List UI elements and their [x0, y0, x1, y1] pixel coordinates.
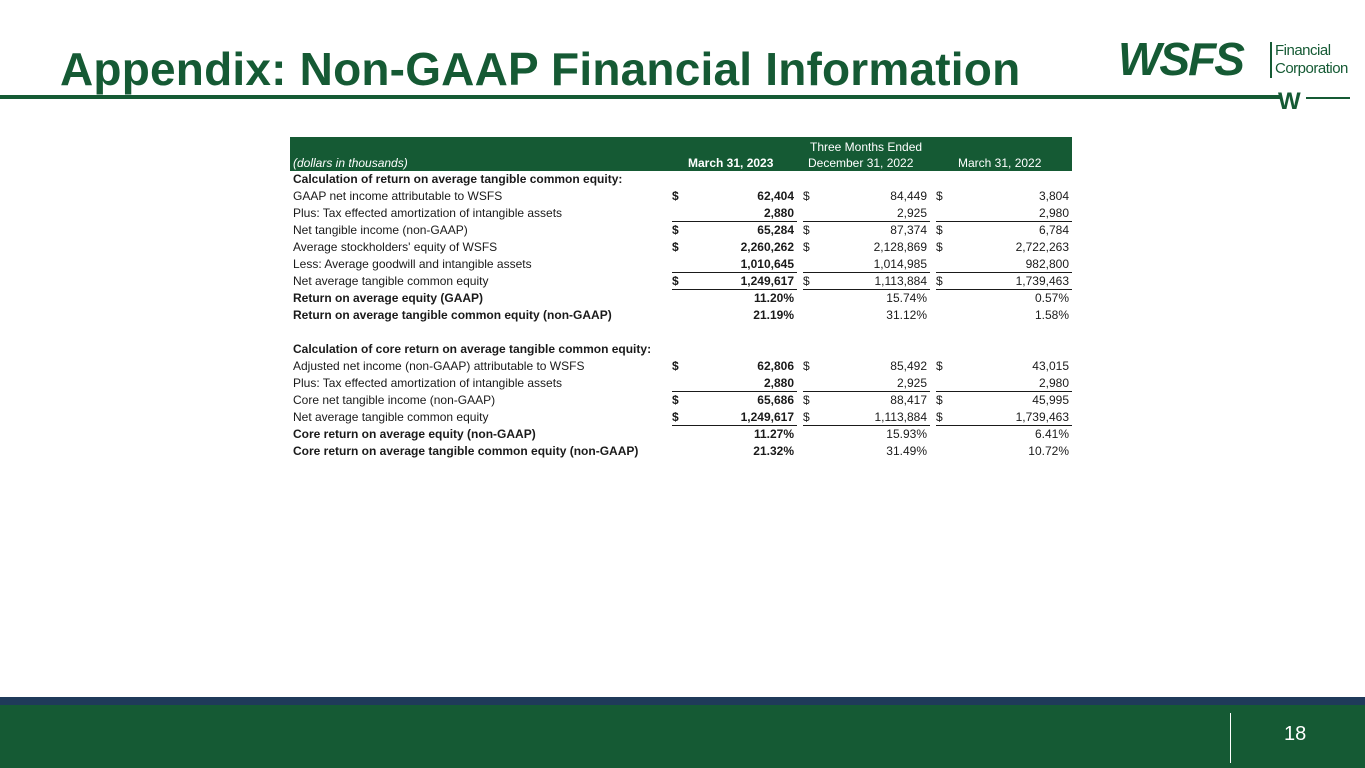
row-value-cell — [672, 205, 797, 222]
row-value: 1,249,617 — [740, 410, 794, 424]
row-value-cell — [803, 392, 930, 408]
table-row — [290, 239, 1072, 256]
row-label: Core return on average tangible common equity (non-GAAP) — [293, 444, 639, 458]
row-value-cell — [672, 273, 797, 290]
row-value-cell — [803, 222, 930, 238]
row-value-cell — [936, 409, 1072, 426]
dollar-sign: $ — [672, 223, 679, 237]
row-value-cell — [936, 290, 1072, 306]
table-row — [290, 273, 1072, 290]
row-value: 982,800 — [1025, 257, 1069, 271]
table-body — [290, 171, 1072, 460]
row-value: 0.57% — [1034, 291, 1069, 305]
dollar-sign: $ — [672, 274, 679, 288]
row-label: Net average tangible common equity — [293, 410, 489, 424]
dollar-sign: $ — [672, 359, 679, 373]
column-header-dec-2022: December 31, 2022 — [808, 156, 914, 170]
row-value-cell — [936, 222, 1072, 238]
row-value-cell — [672, 375, 797, 392]
row-value-cell — [936, 426, 1072, 442]
row-value: 11.27% — [753, 427, 794, 441]
row-value-cell — [936, 239, 1072, 255]
row-value: 2,722,263 — [1015, 240, 1069, 254]
table-row — [290, 426, 1072, 443]
row-label: Plus: Tax effected amortization of intangible assets — [293, 376, 563, 390]
row-value: 43,015 — [1032, 359, 1069, 373]
row-value-cell — [672, 358, 797, 374]
row-value-cell — [672, 307, 797, 323]
row-value: 11.20% — [753, 291, 794, 305]
table-row — [290, 222, 1072, 239]
row-value: 1,014,985 — [873, 257, 927, 271]
row-value-cell — [803, 375, 930, 392]
row-value: 2,925 — [896, 206, 927, 220]
row-value-cell — [803, 256, 930, 273]
table-header — [290, 137, 1072, 171]
row-value-cell — [803, 426, 930, 442]
row-label: Less: Average goodwill and intangible assets — [293, 257, 532, 271]
row-value-cell — [803, 188, 930, 204]
non-gaap-table — [290, 137, 1072, 460]
dollar-sign: $ — [803, 410, 810, 424]
row-value: 2,880 — [763, 376, 794, 390]
row-value: 15.93% — [886, 427, 927, 441]
row-value-cell — [803, 307, 930, 323]
row-value-cell — [803, 409, 930, 426]
row-value: 1,010,645 — [740, 257, 794, 271]
row-value: 62,806 — [757, 359, 794, 373]
title-divider — [0, 95, 1280, 99]
row-value: 1,113,884 — [874, 410, 927, 424]
row-value: 31.49% — [886, 444, 927, 458]
logo-subtitle-line2: Corporation — [1275, 60, 1348, 77]
row-value: 1,739,463 — [1015, 274, 1069, 288]
column-header-mar-2022: March 31, 2022 — [958, 156, 1042, 170]
row-value-cell — [672, 188, 797, 204]
row-value: 2,980 — [1038, 376, 1069, 390]
dollar-sign: $ — [936, 393, 943, 407]
row-value-cell — [803, 443, 930, 459]
row-value-cell — [936, 443, 1072, 459]
row-label: Calculation of return on average tangible common equity: — [293, 172, 623, 186]
row-value: 21.32% — [753, 444, 794, 458]
row-value-cell — [803, 358, 930, 374]
row-value: 6.41% — [1034, 427, 1069, 441]
footer — [0, 705, 1365, 768]
row-value: 2,980 — [1038, 206, 1069, 220]
row-value: 1,739,463 — [1015, 410, 1069, 424]
row-label: Core net tangible income (non-GAAP) — [293, 393, 496, 407]
dollar-sign: $ — [803, 189, 810, 203]
footer-accent-bar — [0, 697, 1365, 705]
dollar-sign: $ — [936, 240, 943, 254]
table-row — [290, 358, 1072, 375]
row-value-cell — [936, 188, 1072, 204]
row-value: 45,995 — [1032, 393, 1069, 407]
dollar-sign: $ — [803, 274, 810, 288]
row-label: Plus: Tax effected amortization of intangible assets — [293, 206, 563, 220]
row-value: 3,804 — [1038, 189, 1069, 203]
dollar-sign: $ — [672, 393, 679, 407]
table-row — [290, 341, 1072, 358]
table-row — [290, 375, 1072, 392]
row-value: 2,260,262 — [740, 240, 794, 254]
row-value-cell — [672, 239, 797, 255]
logo-w-mark: W — [1278, 88, 1301, 115]
dollar-sign: $ — [936, 274, 943, 288]
page-number: 18 — [1284, 723, 1307, 745]
row-value-cell — [936, 358, 1072, 374]
row-label: Average stockholders' equity of WSFS — [293, 240, 498, 254]
row-value-cell — [672, 290, 797, 306]
row-value: 1,113,884 — [874, 274, 927, 288]
row-value: 85,492 — [890, 359, 927, 373]
row-value: 15.74% — [886, 291, 927, 305]
dollar-sign: $ — [803, 393, 810, 407]
row-value-cell — [936, 273, 1072, 290]
row-value-cell — [936, 392, 1072, 408]
row-value-cell — [936, 307, 1072, 323]
row-label: Net average tangible common equity — [293, 274, 489, 288]
table-row — [290, 188, 1072, 205]
column-header-mar-2023: March 31, 2023 — [688, 156, 774, 170]
row-label: Net tangible income (non-GAAP) — [293, 223, 468, 237]
dollar-sign: $ — [803, 223, 810, 237]
row-value: 84,449 — [890, 189, 927, 203]
row-value: 2,925 — [896, 376, 927, 390]
row-value: 62,404 — [757, 189, 794, 203]
row-value-cell — [936, 256, 1072, 273]
row-value: 87,374 — [890, 223, 927, 237]
row-value-cell — [672, 443, 797, 459]
table-row — [290, 307, 1072, 324]
footer-divider — [1230, 713, 1231, 763]
row-value: 65,686 — [757, 393, 794, 407]
table-row — [290, 409, 1072, 426]
row-value-cell — [803, 273, 930, 290]
row-value: 10.72% — [1028, 444, 1069, 458]
row-label: Calculation of core return on average tangible common equity: — [293, 342, 652, 356]
row-label: GAAP net income attributable to WSFS — [293, 189, 503, 203]
row-value-cell — [672, 222, 797, 238]
row-value: 88,417 — [890, 393, 927, 407]
row-value: 2,128,869 — [873, 240, 927, 254]
logo-wordmark: WSFS — [1118, 33, 1243, 85]
row-value: 6,784 — [1038, 223, 1069, 237]
dollar-sign: $ — [672, 189, 679, 203]
table-row — [290, 392, 1072, 409]
row-label: Return on average equity (GAAP) — [293, 291, 484, 305]
page-title: Appendix: Non-GAAP Financial Information — [60, 43, 1021, 95]
row-value-cell — [672, 426, 797, 442]
row-value-cell — [803, 239, 930, 255]
row-value-cell — [672, 409, 797, 426]
dollar-sign: $ — [803, 240, 810, 254]
row-value: 2,880 — [763, 206, 794, 220]
row-value-cell — [803, 205, 930, 222]
row-value-cell — [936, 205, 1072, 222]
table-row — [290, 171, 1072, 188]
dollar-sign: $ — [936, 223, 943, 237]
row-value: 1,249,617 — [740, 274, 794, 288]
dollar-sign: $ — [672, 240, 679, 254]
table-row — [290, 324, 1072, 341]
row-label: Adjusted net income (non-GAAP) attributable to WSFS — [293, 359, 585, 373]
logo-subtitle — [1270, 42, 1348, 78]
dollar-sign: $ — [936, 189, 943, 203]
row-value-cell — [672, 392, 797, 408]
row-value-cell — [936, 375, 1072, 392]
row-value-cell — [803, 290, 930, 306]
row-value: 31.12% — [886, 308, 927, 322]
dollar-sign: $ — [672, 410, 679, 424]
table-row — [290, 205, 1072, 222]
row-value: 21.19% — [753, 308, 794, 322]
row-value: 65,284 — [757, 223, 794, 237]
table-row — [290, 443, 1072, 460]
dollar-sign: $ — [936, 410, 943, 424]
units-label: (dollars in thousands) — [293, 156, 408, 170]
logo-subtitle-line1: Financial — [1275, 42, 1331, 59]
period-header: Three Months Ended — [810, 140, 923, 154]
table-row — [290, 290, 1072, 307]
row-value: 1.58% — [1034, 308, 1069, 322]
row-value-cell — [672, 256, 797, 273]
dollar-sign: $ — [936, 359, 943, 373]
wsfs-logo — [1118, 33, 1353, 116]
table-row — [290, 256, 1072, 273]
row-label: Return on average tangible common equity (non-GAAP) — [293, 308, 612, 322]
dollar-sign: $ — [803, 359, 810, 373]
row-label: Core return on average equity (non-GAAP) — [293, 427, 536, 441]
